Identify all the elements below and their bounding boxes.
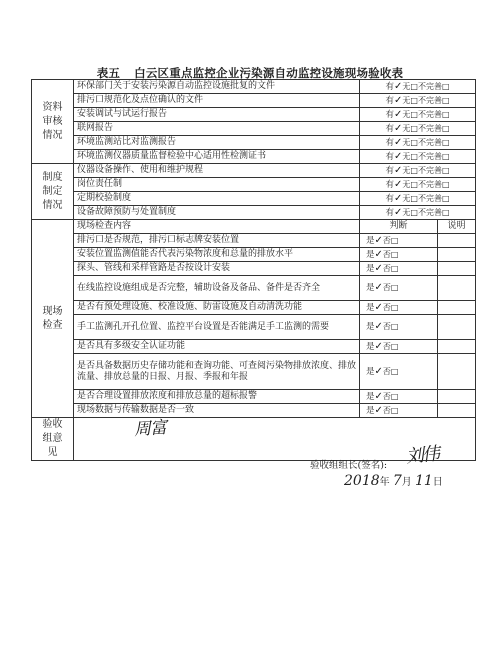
- signing-date: [344, 473, 443, 489]
- note-cell: [438, 340, 476, 354]
- result-cell: [360, 136, 476, 150]
- table-row: [32, 178, 476, 192]
- date-year: 2018: [344, 473, 380, 489]
- result-choice: 有: [385, 123, 394, 134]
- result-cell: [360, 150, 476, 164]
- note-cell: [438, 390, 476, 404]
- other-options: 无□不完善□: [402, 151, 450, 161]
- result-cell: [360, 192, 476, 206]
- docs-section-label: 资料 审核 情况: [32, 80, 74, 164]
- checkmark-icon: ✓: [394, 206, 403, 218]
- opinion-row: [32, 418, 476, 461]
- checkmark-icon: ✓: [394, 136, 403, 148]
- date-day: 11: [414, 473, 433, 489]
- other-options: 无□不完善□: [402, 137, 450, 147]
- result-choice: 是: [366, 283, 375, 293]
- judgement-cell: [360, 234, 438, 248]
- checkmark-icon: ✓: [394, 122, 403, 134]
- table-row: [32, 340, 476, 354]
- note-cell: [438, 262, 476, 276]
- table-number: 表五: [96, 66, 121, 80]
- acceptance-form-table: [31, 79, 476, 489]
- other-options: 无□不完善□: [402, 109, 450, 119]
- header-judge: 判断: [360, 220, 438, 234]
- table-row: [32, 262, 476, 276]
- opinion-content: [74, 417, 476, 489]
- table-row: [32, 234, 476, 248]
- documents-section: [32, 80, 476, 164]
- result-choice: 有: [385, 95, 394, 106]
- result-choice: 是: [366, 391, 375, 402]
- member-signature: 周富: [133, 417, 167, 441]
- result-choice: 有: [385, 109, 394, 120]
- table-row: [32, 122, 476, 136]
- site-section-label: 现场 检查: [32, 220, 74, 418]
- checkmark-icon: ✓: [374, 282, 383, 293]
- other-options: 无□不完善□: [402, 207, 450, 217]
- judgement-cell: [360, 248, 438, 262]
- judgement-cell: [360, 315, 438, 340]
- check-item: 现场数据与传输数据是否一致: [74, 404, 360, 418]
- note-cell: [438, 301, 476, 315]
- other-options: 无□不完善□: [402, 165, 450, 175]
- result-choice: 有: [385, 151, 394, 162]
- check-item: 仪器设备操作、使用和维护规程: [74, 164, 360, 178]
- date-month: 7: [392, 473, 402, 489]
- judgement-cell: [360, 390, 438, 404]
- other-options: 否□: [382, 302, 399, 312]
- checkmark-icon: ✓: [374, 248, 383, 260]
- judgement-cell: [360, 340, 438, 354]
- other-options: 否□: [382, 322, 399, 331]
- header-item: 现场检查内容: [74, 220, 360, 234]
- checkmark-icon: ✓: [374, 234, 383, 246]
- result-cell: [360, 80, 476, 94]
- checkmark-icon: ✓: [374, 321, 383, 332]
- result-choice: 有: [385, 207, 394, 218]
- checkmark-icon: ✓: [394, 108, 403, 120]
- header-note: 说明: [438, 220, 476, 234]
- other-options: 否□: [382, 391, 399, 401]
- check-item: 安装调试与试运行报告: [74, 108, 360, 122]
- table-row: [32, 164, 476, 178]
- check-item: 设备故障预防与处置制度: [74, 206, 360, 220]
- check-item: 环境监测站比对监测报告: [74, 136, 360, 150]
- table-row: [32, 108, 476, 122]
- result-choice: 有: [385, 179, 394, 190]
- result-cell: [360, 206, 476, 220]
- result-cell: [360, 122, 476, 136]
- check-item: 联网报告: [74, 122, 360, 136]
- month-char: 月: [401, 477, 412, 488]
- checkmark-icon: ✓: [394, 80, 403, 92]
- note-cell: [438, 248, 476, 262]
- site-header-row: [32, 220, 476, 234]
- table-row: [32, 192, 476, 206]
- check-item: 排污口规范化及点位确认的文件: [74, 94, 360, 108]
- result-choice: 是: [366, 366, 375, 377]
- other-options: 否□: [382, 235, 399, 245]
- result-cell: [360, 108, 476, 122]
- leader-signature-label: 验收组组长(签名):: [310, 460, 388, 471]
- checkmark-icon: ✓: [394, 178, 403, 190]
- result-choice: 是: [366, 405, 375, 416]
- table-row: [32, 136, 476, 150]
- result-choice: 有: [385, 193, 394, 204]
- opinion-section: [32, 417, 476, 489]
- result-choice: 是: [366, 249, 375, 260]
- checkmark-icon: ✓: [374, 340, 383, 352]
- note-cell: [438, 354, 476, 390]
- check-item: 定期校验制度: [74, 192, 360, 206]
- opinion-label: 验收 组意 见: [32, 418, 74, 461]
- other-options: 否□: [382, 249, 399, 259]
- result-cell: [360, 164, 476, 178]
- checkmark-icon: ✓: [374, 262, 383, 274]
- judgement-cell: [360, 354, 438, 390]
- other-options: 否□: [382, 341, 399, 351]
- check-item: 排污口是否规范，排污口标志牌安装位置: [74, 234, 360, 248]
- result-choice: 有: [385, 81, 394, 92]
- other-options: 无□不完善□: [402, 81, 450, 91]
- table-row: [32, 248, 476, 262]
- judgement-cell: [360, 301, 438, 315]
- table-row: [32, 94, 476, 108]
- checkmark-icon: ✓: [374, 404, 383, 416]
- check-item: 是否具有多级安全认证功能: [74, 340, 360, 354]
- other-options: 否□: [382, 405, 399, 415]
- other-options: 无□不完善□: [402, 179, 450, 189]
- result-choice: 有: [385, 137, 394, 148]
- check-item: 环境监测仪器质量监督检验中心适用性检测证书: [74, 150, 360, 164]
- check-item: 岗位责任制: [74, 178, 360, 192]
- table-row: [32, 80, 476, 94]
- other-options: 否□: [382, 263, 399, 273]
- checkmark-icon: ✓: [394, 94, 403, 106]
- check-item: 在线监控设施组成是否完整，辅助设备及备品、备件是否齐全: [74, 276, 360, 301]
- result-cell: [360, 178, 476, 192]
- checkmark-icon: ✓: [374, 390, 383, 402]
- note-cell: [438, 315, 476, 340]
- other-options: 否□: [382, 283, 399, 292]
- table-row: [32, 390, 476, 404]
- judgement-cell: [360, 262, 438, 276]
- result-choice: 有: [385, 165, 394, 176]
- checkmark-icon: ✓: [374, 301, 383, 313]
- checkmark-icon: ✓: [394, 164, 403, 176]
- table-row: [32, 354, 476, 390]
- judgement-cell: [360, 276, 438, 301]
- site-check-section: [32, 220, 476, 418]
- table-title-text: 白云区重点监控企业污染源自动监控设施现场验收表: [134, 66, 404, 80]
- table-row: [32, 206, 476, 220]
- note-cell: [438, 276, 476, 301]
- checkmark-icon: ✓: [394, 150, 403, 162]
- table-row: [32, 404, 476, 418]
- result-choice: 是: [366, 235, 375, 246]
- judgement-cell: [360, 404, 438, 418]
- system-section: [32, 164, 476, 220]
- result-choice: 是: [366, 263, 375, 274]
- check-item: 手工监测孔开孔位置、监控平台设置是否能满足手工监测的需要: [74, 315, 360, 340]
- result-cell: [360, 94, 476, 108]
- result-choice: 是: [366, 322, 375, 332]
- result-choice: 是: [366, 341, 375, 352]
- table-row: [32, 276, 476, 301]
- table-row: [32, 150, 476, 164]
- table-row: [32, 301, 476, 315]
- check-item: 探头、管线和采样管路是否按设计安装: [74, 262, 360, 276]
- checkmark-icon: ✓: [394, 192, 403, 204]
- other-options: 无□不完善□: [402, 123, 450, 133]
- check-item: 是否合理设置排放浓度和排放总量的超标报警: [74, 390, 360, 404]
- check-item: 是否具备数据历史存储功能和查询功能、可查阅污染物排放浓度、排放流量、排放总量的日报、月报、季报和年报: [74, 354, 360, 390]
- table-row: [32, 315, 476, 340]
- check-item: 是否有预处理设施、校准设施、防雷设施及自动清洗功能: [74, 301, 360, 315]
- checkmark-icon: ✓: [374, 365, 383, 377]
- leader-signature: 刘伟: [404, 443, 440, 468]
- year-char: 年: [379, 477, 390, 488]
- other-options: 无□不完善□: [402, 95, 450, 105]
- other-options: 否□: [382, 366, 399, 376]
- check-item: 安装位置监测值能否代表污染物浓度和总量的排放水平: [74, 248, 360, 262]
- other-options: 无□不完善□: [402, 193, 450, 203]
- day-char: 日: [432, 477, 443, 488]
- note-cell: [438, 404, 476, 418]
- system-section-label: 制度 制定 情况: [32, 164, 74, 220]
- check-item: 环保部门关于安装污染源自动监控设施批复的文件: [74, 80, 360, 94]
- result-choice: 是: [366, 302, 375, 313]
- note-cell: [438, 234, 476, 248]
